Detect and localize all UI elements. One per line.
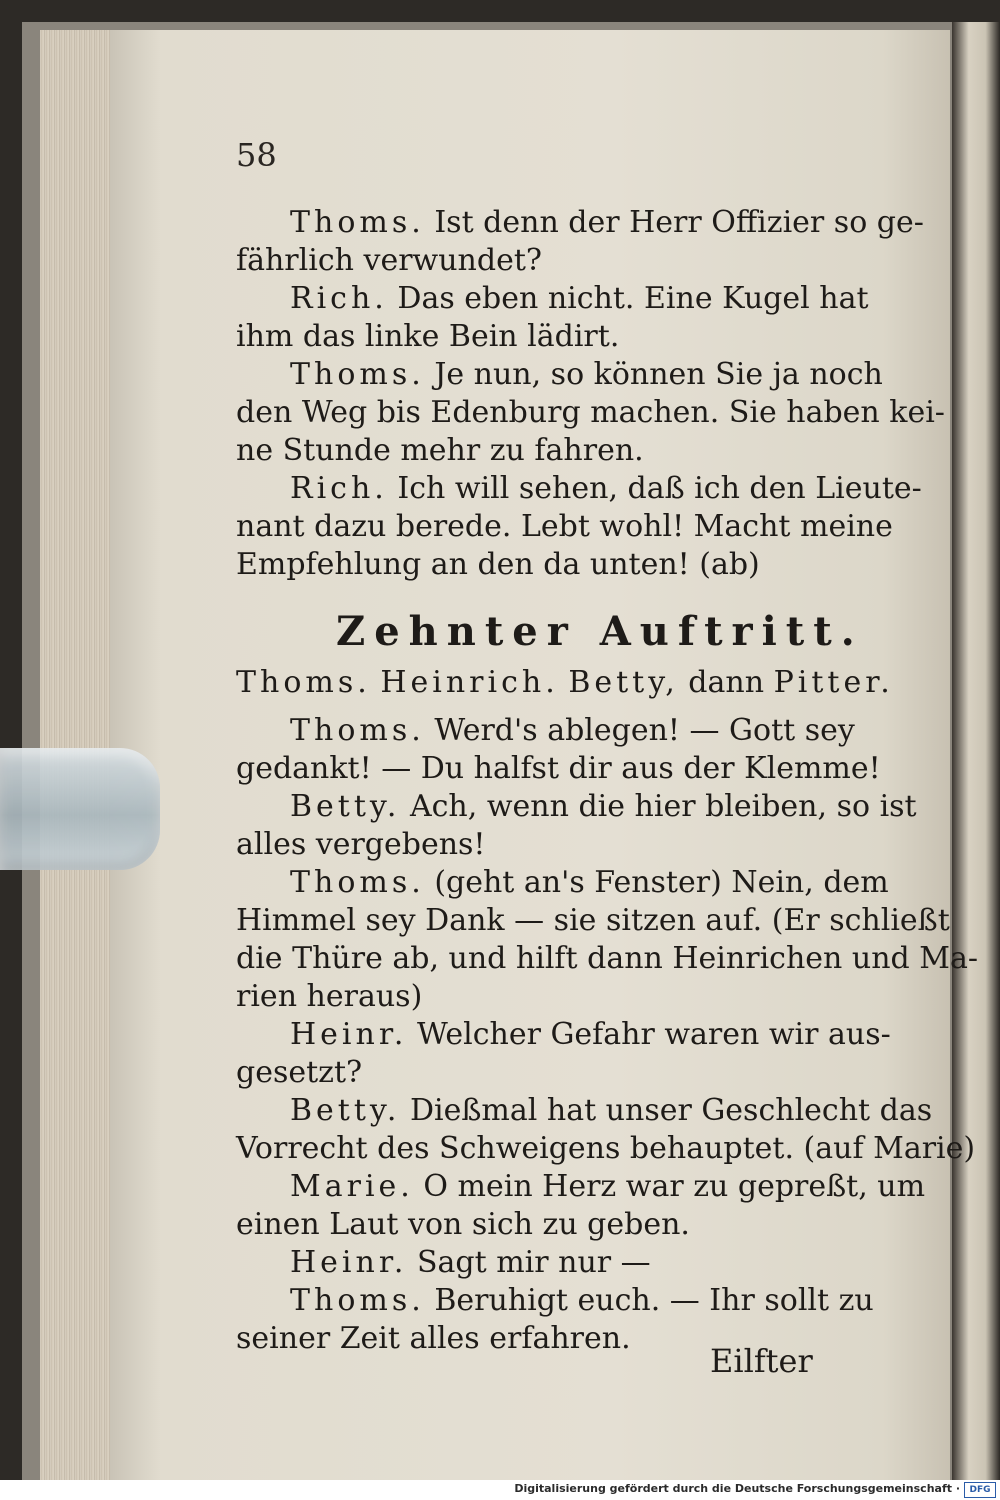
text-line: rien heraus) (236, 979, 423, 1014)
line-text: Das eben nicht. Eine Kugel hat (397, 281, 869, 316)
speaker: Rich. (290, 281, 388, 316)
text-line: die Thüre ab, und hilft dann Heinrichen und Ma- (236, 941, 979, 976)
speaker: Betty. (290, 789, 401, 824)
character: Thoms. (236, 665, 371, 700)
speaker: Betty. (290, 1093, 401, 1128)
text-line: gedankt! — Du halfst dir aus der Klemme! (236, 751, 881, 786)
page-number: 58 (236, 136, 277, 174)
text-line (290, 1282, 874, 1320)
line-text: Sagt mir nur — (416, 1245, 651, 1280)
scene-heading: Zehnter Auftritt. (336, 608, 864, 655)
text-line (290, 204, 924, 242)
text-line: ne Stunde mehr zu fahren. (236, 433, 644, 468)
text-line (290, 864, 889, 902)
text-line: seiner Zeit alles erfahren. (236, 1321, 631, 1356)
character: Betty, (568, 665, 679, 700)
speaker: Thoms. (290, 205, 425, 240)
line-text: Beruhigt euch. — Ihr sollt zu (434, 1283, 874, 1318)
scene-characters (236, 664, 894, 702)
footer (0, 1480, 1000, 1500)
text-line: ihm das linke Bein lädirt. (236, 319, 620, 354)
text-line: gesetzt? (236, 1055, 363, 1090)
text-line: nant dazu berede. Lebt wohl! Macht meine (236, 509, 893, 544)
line-text: Je nun, so können Sie ja noch (434, 357, 883, 392)
text-line: Empfehlung an den da unten! (ab) (236, 547, 760, 582)
line-text: Werd's ablegen! — Gott sey (434, 713, 855, 748)
text-line: Himmel sey Dank — sie sitzen auf. (Er schließt (236, 903, 950, 938)
line-text: Ach, wenn die hier bleiben, so ist (409, 789, 917, 824)
speaker: Rich. (290, 471, 388, 506)
text-line: einen Laut von sich zu geben. (236, 1207, 690, 1242)
line-text: Dießmal hat unser Geschlecht das (409, 1093, 933, 1128)
speaker: Thoms. (290, 865, 425, 900)
text-line: Vorrecht des Schweigens behauptet. (auf Marie) (236, 1131, 976, 1166)
line-text: O mein Herz war zu gepreßt, um (423, 1169, 926, 1204)
text-line: alles vergebens! (236, 827, 486, 862)
speaker: Heinr. (290, 1245, 408, 1280)
text-line (290, 1016, 891, 1054)
funding-credit: Digitalisierung gefördert durch die Deutsche Forschungsgemeinschaft · (514, 1482, 960, 1495)
text-line (290, 1244, 651, 1282)
speaker: Heinr. (290, 1017, 408, 1052)
speaker: Thoms. (290, 1283, 425, 1318)
line-text: Welcher Gefahr waren wir aus- (416, 1017, 891, 1052)
line-text: Ist denn der Herr Offizier so ge- (434, 205, 924, 240)
text-line (290, 788, 917, 826)
speaker: Marie. (290, 1169, 414, 1204)
text-line (290, 1168, 925, 1206)
catchword: Eilfter (710, 1342, 813, 1380)
text-line (290, 356, 883, 394)
speaker: Thoms. (290, 357, 425, 392)
text-line: fährlich verwundet? (236, 243, 542, 278)
line-text: Ich will sehen, daß ich den Lieute- (397, 471, 922, 506)
character: Heinrich. (380, 665, 559, 700)
speaker: Thoms. (290, 713, 425, 748)
text-line (290, 280, 869, 318)
character: Pitter. (773, 665, 894, 700)
text-line (290, 712, 855, 750)
dfg-logo: DFG (964, 1482, 996, 1498)
text-line: den Weg bis Edenburg machen. Sie haben kei- (236, 395, 945, 430)
connector-word: dann (688, 665, 765, 700)
line-text: (geht an's Fenster) Nein, dem (434, 865, 889, 900)
text-line (290, 1092, 932, 1130)
text-line (290, 470, 922, 508)
